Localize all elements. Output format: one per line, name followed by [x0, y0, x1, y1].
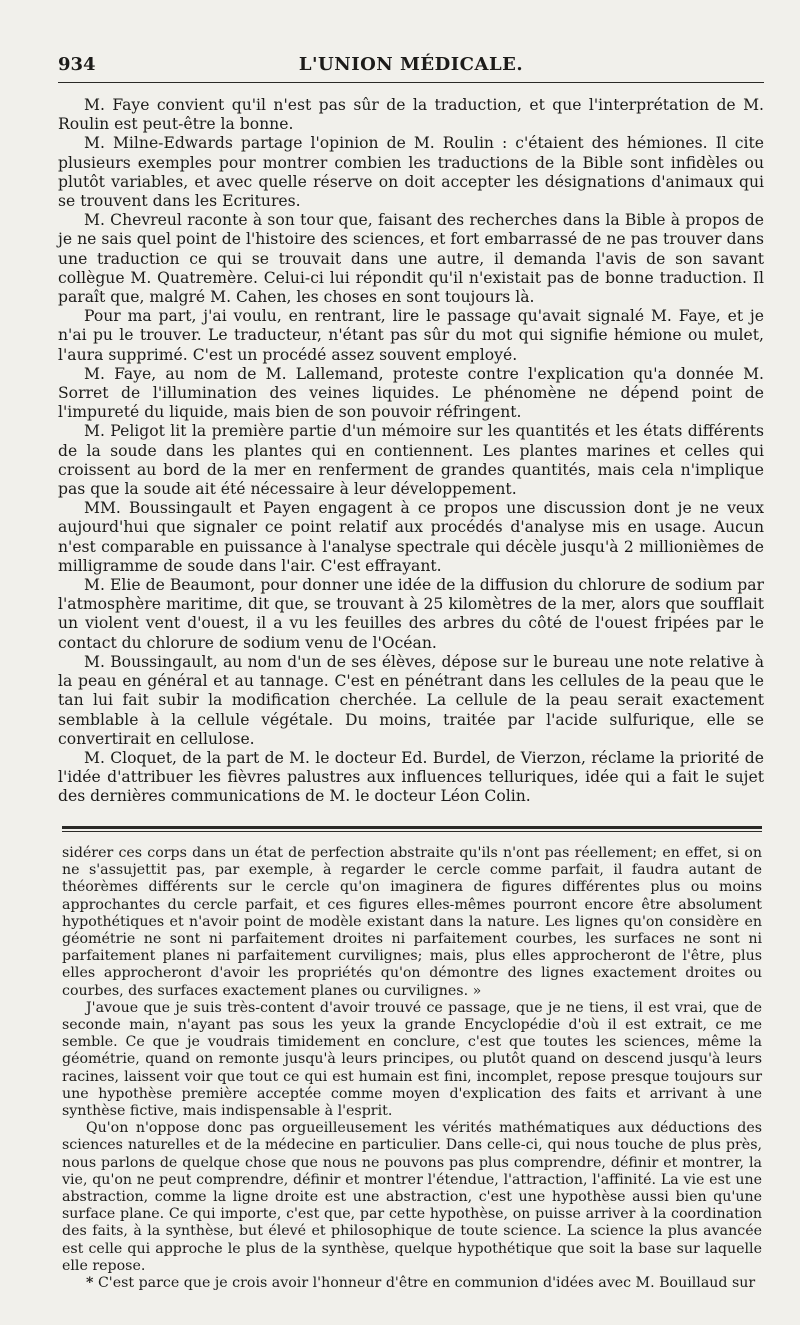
paragraph: M. Elie de Beaumont, pour donner une idée de la diffusion du chlorure de sodium par l'atmosphère maritime, dit que, se trouvant à 25 kilomètres de la mer, alors que soufflait un violent vent d'ouest, il a vu les feuilles des arbres du côté de l'ouest fripées par le contact du chlorure de sodium venu de l'Océan.: [58, 576, 764, 652]
feuilleton-last-line: [62, 1275, 762, 1292]
footnote-mark: *: [86, 1275, 94, 1292]
feuilleton-paragraph: Qu'on n'oppose donc pas orgueilleusement les vérités mathématiques aux déductions des sciences naturelles et de la médecine en particulier. Dans celle-ci, qui nous touche de plus près, nous parlons de quelque chose que nous ne pouvons pas plus comprendre, définir et montrer, la vie, qu'on ne peut comprendre, définir et montrer l'étendue, l'attraction, l'affinité. La vie est une abstraction, comme la ligne droite est une abstraction, c'est une hypothèse aussi bien qu'une surface plane. Ce qui importe, c'est que, par cette hypothèse, on puisse arriver à la coordination des faits, à la synthèse, but élevé et philosophique de toute science. La science la plus avancée est celle qui approche le plus de la synthèse, quelque hypothétique que soit la base sur laquelle elle repose.: [62, 1120, 762, 1274]
paragraph: Pour ma part, j'ai voulu, en rentrant, lire le passage qu'avait signalé M. Faye, et je n'ai pu le trouver. Le traducteur, n'étant pas sûr du mot qui signifie hémione ou mulet, l'aura supprimé. C'est un procédé assez souvent employé.: [58, 307, 764, 364]
paragraph: M. Cloquet, de la part de M. le docteur Ed. Burdel, de Vierzon, réclame la priorité de l'idée d'attribuer les fièvres palustres aux influences telluriques, idée qui a fait le sujet des dernières communications de M. le docteur Léon Colin.: [58, 748, 764, 806]
page-number: 934: [58, 54, 96, 75]
feuilleton-paragraph: J'avoue que je suis très-content d'avoir trouvé ce passage, que je ne tiens, il est vrai, que de seconde main, n'ayant pas sous les yeux la grande Encyclopédie d'où il est extrait, ce me semble. Ce que je voudrais timidement en conclure, c'est que toutes les sciences, même la géométrie, quand on remonte jusqu'à leurs principes, ou plutôt quand on descend jusqu'à leurs racines, laissent voir que tout ce qui est humain est fini, incomplet, repose presque toujours sur une hypothèse première acceptée comme moyen d'explication des faits et arrivant à une synthèse fictive, mais indispensable à l'esprit.: [62, 999, 762, 1120]
paragraph: M. Faye, au nom de M. Lallemand, proteste contre l'explication qu'a donnée M. Sorret de l'illumination des veines liquides. Le phénomène ne dépend point de l'impureté du liquide, mais bien de son pouvoir réfringent.: [58, 364, 764, 422]
header-rule: [58, 82, 764, 83]
paragraph: M. Chevreul raconte à son tour que, faisant des recherches dans la Bible à propos de je ne sais quel point de l'histoire des sciences, et fort embarrassé de ne pas trouver dans une traduction ce qui se trouvait dans une autre, il demanda l'avis de son savant collègue M. Quatremère. Celui-ci lui répondit qu'il n'existait pas de bonne traduction. Il paraît que, malgré M. Cahen, les choses en sont toujours là.: [58, 211, 764, 307]
feuilleton: [62, 845, 762, 1292]
paragraph: M. Boussingault, au nom d'un de ses élèves, dépose sur le bureau une note relative à la peau en général et au tannage. C'est en pénétrant dans les cellules de la peau que le tan lui fait subir la modification cherchée. La cellule de la peau serait exactement semblable à la cellule végétale. Du moins, traitée par l'acide sulfurique, elle se convertirait en cellulose.: [58, 652, 764, 748]
page-header: [58, 50, 764, 84]
paragraph: M. Milne-Edwards partage l'opinion de M. Roulin : c'étaient des hémiones. Il cite plusieurs exemples pour montrer combien les traductions de la Bible sont infidèles ou plutôt variables, et avec quelle réserve on doit accepter les désignations d'animaux qui se trouvent dans les Ecritures.: [58, 134, 764, 211]
paragraph: MM. Boussingault et Payen engagent à ce propos une discussion dont je ne veux aujourd'hui que signaler ce point relatif aux procédés d'analyse mis en usage. Aucun n'est comparable en puissance à l'analyse spectrale qui décèle jusqu'à 2 millionièmes de milligramme de soude dans l'air. C'est effrayant.: [58, 499, 764, 575]
main-article: [58, 96, 764, 807]
running-title: L'UNION MÉDICALE.: [298, 54, 524, 75]
paragraph: M. Faye convient qu'il n'est pas sûr de la traduction, et que l'interprétation de M. Roulin est peut-être la bonne.: [58, 96, 764, 134]
feuilleton-paragraph: sidérer ces corps dans un état de perfection abstraite qu'ils n'ont pas réellement; en effet, si on ne s'assujettit pas, par exemple, à regarder le cercle comme parfait, il faudra autant de théorèmes différents sur le cercle qu'on imaginera de figures différentes plus ou moins approchantes du cercle parfait, et ces figures elles-mêmes pourront encore être absolument hypothétiques et n'avoir point de modèle existant dans la nature. Les lignes qu'on considère en géométrie ne sont ni parfaitement droites ni parfaitement courbes, les surfaces ne sont ni parfaitement planes ni parfaitement curvilignes; mais, plus elles approcheront de l'être, plus elles approcheront d'avoir les propriétés qu'on démontre des lignes exactement droites ou courbes, des surfaces exactement planes ou curvilignes. »: [62, 845, 762, 999]
feuilleton-separator: [62, 826, 762, 832]
paragraph: M. Peligot lit la première partie d'un mémoire sur les quantités et les états différents de la soude dans les plantes qui en contiennent. Les plantes marines et celles qui croissent au bord de la mer en renferment de grandes quantités, mais cela n'implique pas que la soude ait été nécessaire à leur développement.: [58, 422, 764, 499]
feuilleton-last-line-text: C'est parce que je crois avoir l'honneur d'être en communion d'idées avec M. Bouillaud sur: [97, 1275, 756, 1292]
